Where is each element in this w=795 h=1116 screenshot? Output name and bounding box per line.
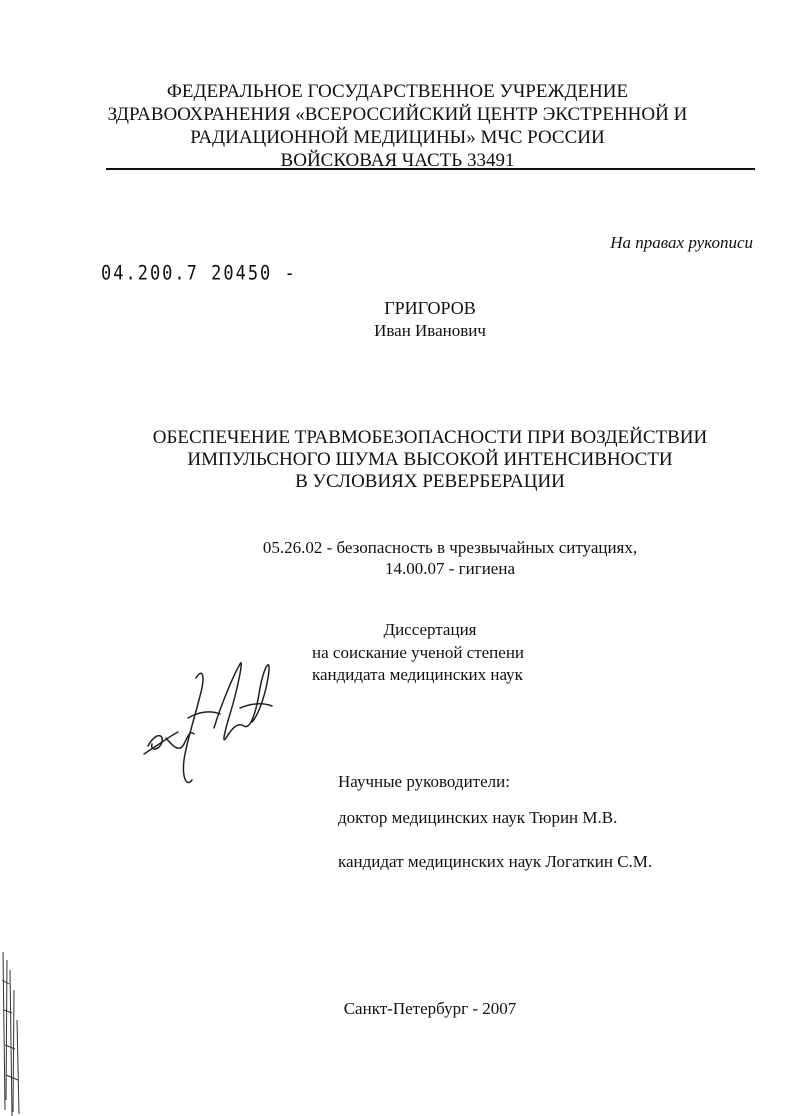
specialty-codes — [0, 537, 795, 579]
institution-line-3: РАДИАЦИОННОЙ МЕДИЦИНЫ» МЧС РОССИИ — [190, 127, 605, 148]
author-surname: ГРИГОРОВ — [384, 298, 476, 318]
institution-line-4: ВОЙСКОВАЯ ЧАСТЬ 33491 — [280, 150, 515, 171]
scan-edge-artifact — [0, 950, 26, 1116]
supervisor-1: доктор медицинских наук Тюрин М.В. — [338, 808, 618, 827]
handwritten-signature — [140, 648, 280, 798]
dissertation-type: Диссертация — [383, 620, 477, 639]
institution-header — [0, 80, 795, 172]
manuscript-note: На правах рукописи — [610, 233, 753, 252]
degree-line-1: на соискание ученой степени — [312, 643, 525, 662]
specialty-line-2: 14.00.07 - гигиена — [385, 559, 515, 578]
supervisor-2: кандидат медицинских наук Логаткин С.М. — [338, 852, 653, 871]
degree-statement — [312, 642, 524, 686]
specialty-line-1: 05.26.02 - безопасность в чрезвычайных ситуациях, — [262, 538, 638, 557]
author-name: Иван Иванович — [374, 321, 486, 340]
city-year: Санкт-Петербург - 2007 — [343, 999, 517, 1018]
institution-line-1: ФЕДЕРАЛЬНОЕ ГОСУДАРСТВЕННОЕ УЧРЕЖДЕНИЕ — [166, 81, 629, 102]
registration-stamp — [101, 262, 297, 285]
institution-line-2: ЗДРАВООХРАНЕНИЯ «ВСЕРОССИЙСКИЙ ЦЕНТР ЭКСТРЕННОЙ И — [107, 104, 688, 125]
header-divider — [106, 168, 755, 170]
thesis-title-line-1: ОБЕСПЕЧЕНИЕ ТРАВМОБЕЗОПАСНОСТИ ПРИ ВОЗДЕЙСТВИИ — [152, 427, 708, 448]
supervisors-heading: Научные руководители: — [338, 772, 510, 791]
stamp-mark: - — [284, 262, 297, 285]
thesis-title — [0, 427, 795, 493]
thesis-title-line-3: В УСЛОВИЯХ РЕВЕРБЕРАЦИИ — [295, 471, 565, 492]
registration-stamp-number: 04.200.7 20450 — [101, 262, 273, 285]
degree-line-2: кандидата медицинских наук — [312, 665, 523, 684]
thesis-title-line-2: ИМПУЛЬСНОГО ШУМА ВЫСОКОЙ ИНТЕНСИВНОСТИ — [187, 449, 673, 470]
